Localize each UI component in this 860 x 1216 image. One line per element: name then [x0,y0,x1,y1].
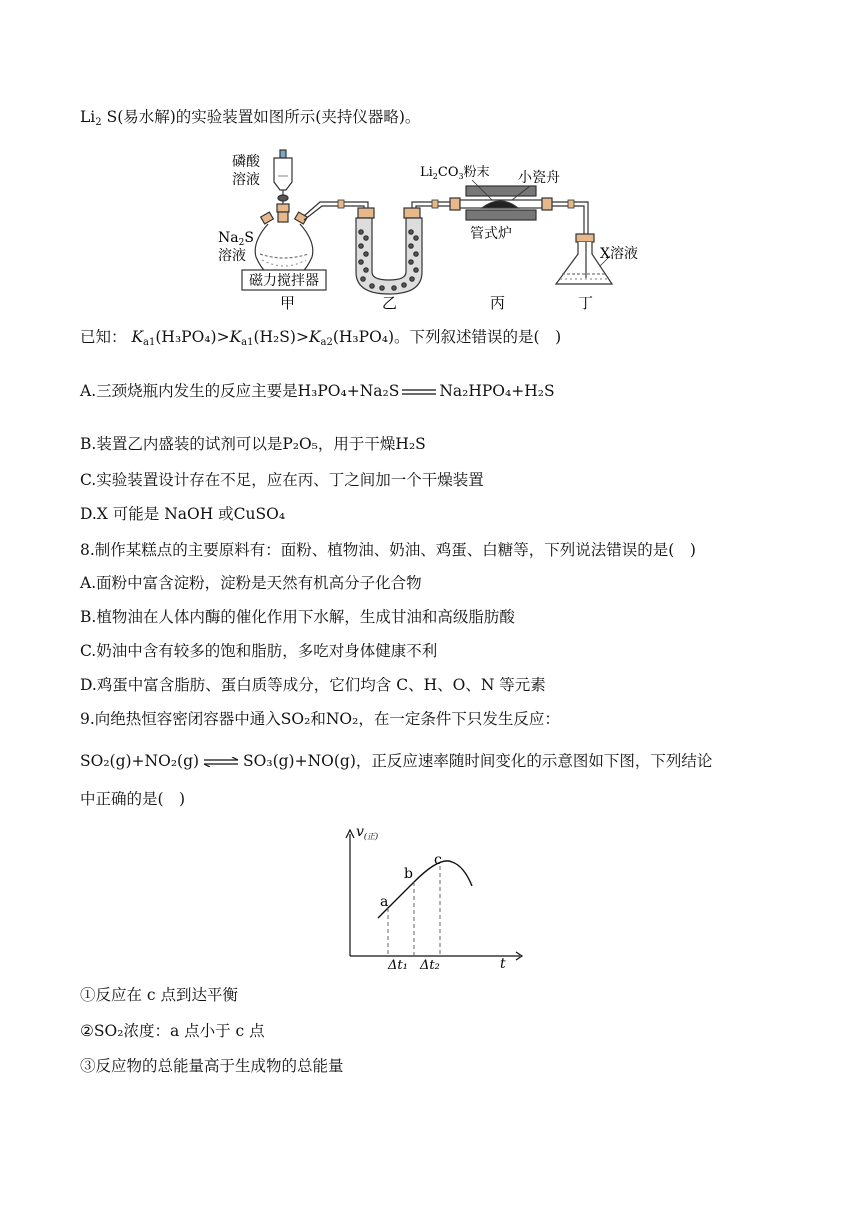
q7-option-d [80,503,285,525]
known-prefix: 已知： [80,328,127,346]
point-c-label: c [434,852,442,868]
ka1-h2s-arg: (H₂S) [253,328,296,346]
point-b-label: b [404,866,413,882]
ka1-sub: a1 [143,337,156,348]
ka1-h3po4-arg: (H₃PO₄) [155,328,217,346]
q7-d-reagent: CuSO₄ [233,505,286,523]
q7-a-lhs: H₃PO₄+Na₂S [297,382,400,400]
q9-stem-line1 [80,708,560,730]
intro-line [80,106,420,134]
na2s-label-1: $Na_2S$ [218,230,254,248]
q7-option-a [80,380,555,402]
point-a-label: a [380,894,389,910]
u-tube [356,208,422,294]
q7-b-suffix: ，用于干燥 [317,435,396,453]
rate-curve [378,861,472,918]
x-solution-label: X溶液 [600,246,638,262]
tick-dt1: Δt₁ [388,958,408,970]
y-axis-label: $v_{(正)}$ [356,824,379,841]
x-axis-label: t [500,956,506,970]
tube-furnace [450,186,552,220]
phosphoric-acid-label-1: 磷酸 [232,154,260,170]
q9-stem-prefix: 9.向绝热恒容密闭容器中通入 [80,710,281,728]
q9-statement-2 [80,1020,265,1042]
q7-b-gas: H₂S [395,435,426,453]
q8-option-d: D.鸡蛋中富含脂肪、蛋白质等成分，它们均含 C、H、O、N 等元素 [80,676,546,694]
intro-text: (易水解)的实验装置如图所示(夹持仪器略)。 [117,108,421,126]
q8-option-a: A.面粉中富含淀粉，淀粉是天然有机高分子化合物 [80,574,422,592]
apparatus-diagram [200,142,670,314]
q9-stem-suffix: ，在一定条件下只发生反应： [358,710,560,728]
unit-ding: 丁 [578,294,594,312]
q9-statement-1: ①反应在 c 点到达平衡 [80,986,239,1004]
reversible-arrow-icon [201,757,241,767]
q9-equation-line [80,750,712,772]
known-line [80,326,561,354]
q9-eq-suffix: ，正反应速率随时间变化的示意图如下图，下列结论 [355,752,713,770]
q9-no2: NO₂ [325,710,359,728]
stirrer-label: 磁力搅拌器 [249,273,319,289]
q7-d-prefix: D.X 可能是 NaOH 或 [80,505,234,523]
boat-label: 小瓷舟 [518,170,560,186]
known-suffix: 。下列叙述错误的是( ) [394,328,562,346]
dropping-funnel [274,150,292,212]
q9-so2: SO₂ [280,710,311,728]
q9-s2-tail: 浓度：a 点小于 c 点 [123,1022,265,1040]
ka1-h2s-sub: a1 [241,337,254,348]
gt-2: > [295,328,309,346]
unit-jia: 甲 [280,294,296,312]
phosphoric-acid-label-2: 溶液 [232,172,260,188]
ka1-h3po4-symbol: K [131,328,144,346]
tick-dt2: Δt₂ [420,958,440,970]
q7-option-b [80,433,426,455]
q7-a-rhs: Na₂HPO₄+H₂S [439,382,555,400]
ka2-sub: a2 [320,337,333,348]
furnace-label: 管式炉 [470,226,512,242]
q9-stem-line3: 中正确的是( ) [80,790,186,808]
q8-stem: 8.制作某糕点的主要原料有：面粉、植物油、奶油、鸡蛋、白糖等，下列说法错误的是( ) [80,541,696,559]
ka1-h2s-symbol: K [229,328,242,346]
q7-b-prefix: B.装置乙内盛装的试剂可以是 [80,435,283,453]
rate-time-graph [340,822,530,970]
unit-bing: 丙 [490,294,506,312]
na2s-label-2: 溶液 [218,248,246,264]
q8-option-c: C.奶油中含有较多的饱和脂肪，多吃对身体健康不利 [80,642,438,660]
q7-b-reagent: P₂O₅ [282,435,318,453]
ka2-h3po4-arg: (H₃PO₄) [332,328,395,346]
q8-option-b: B.植物油在人体内酶的催化作用下水解，生成甘油和高级脂肪酸 [80,608,515,626]
q7-option-c: C.实验装置设计存在不足，应在丙、丁之间加一个干燥装置 [80,471,484,489]
unit-yi: 乙 [382,294,398,312]
ka2-h3po4-symbol: K [308,328,321,346]
q9-eq-rhs: SO₃(g)+NO(g) [243,752,356,770]
gt-1: > [216,328,230,346]
q9-eq-lhs: SO₂(g)+NO₂(g) [80,752,200,770]
q9-statement-3: ③反应物的总能量高于生成物的总能量 [80,1057,344,1075]
li2s-formula: $Li_2$ S [80,108,118,128]
li2co3-label: $Li_2CO_3$粉末 [420,165,490,181]
q9-and: 和 [310,710,326,728]
q7-a-prefix: A.三颈烧瓶内发生的反应主要是 [80,382,298,400]
q9-s2-head: ② [80,1022,94,1040]
equals-sign-icon [401,388,437,396]
q9-s2-formula: SO₂ [93,1022,124,1040]
